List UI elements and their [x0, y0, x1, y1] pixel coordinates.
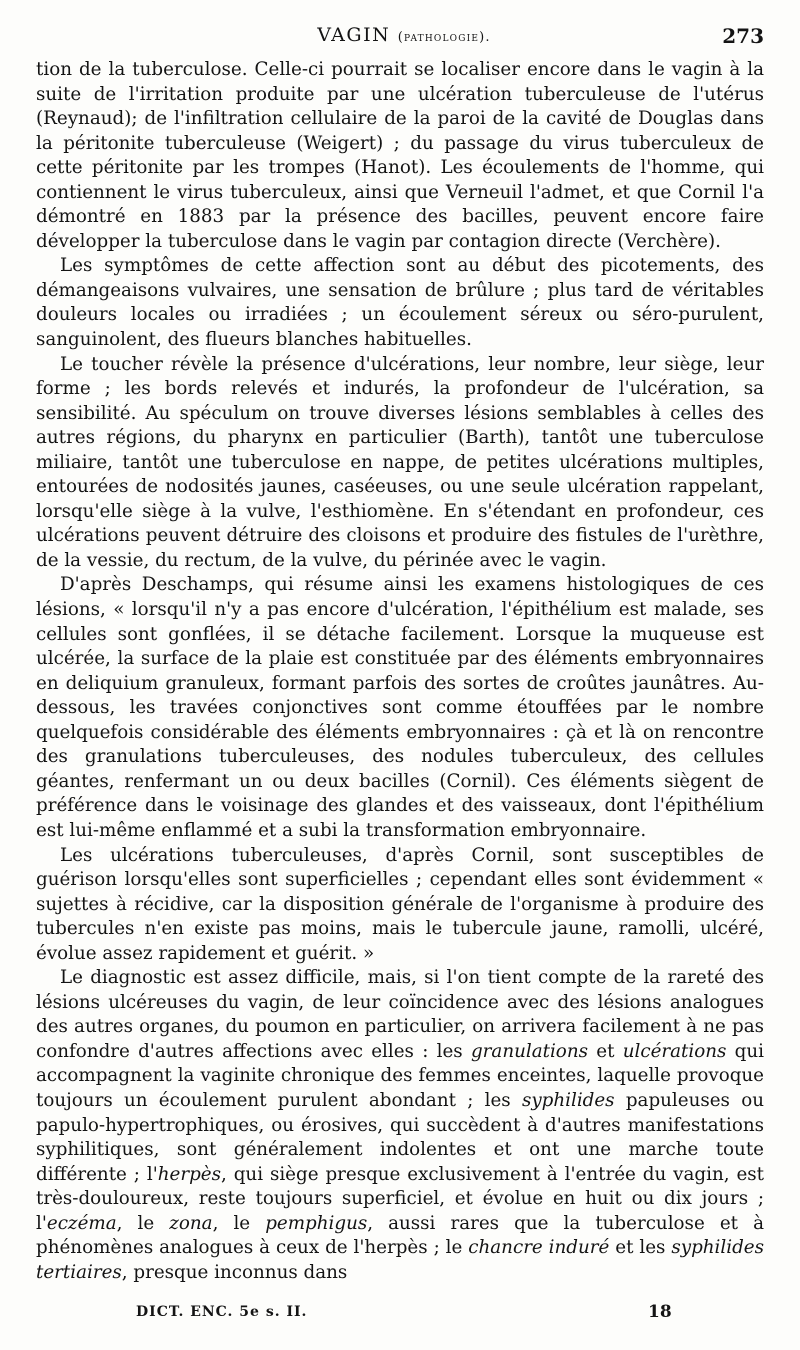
italic-term: zona: [169, 1212, 213, 1234]
italic-term: herpès: [157, 1163, 221, 1185]
signature-mark: DICT. ENC. 5e s. II.: [136, 1304, 308, 1320]
folio-number: 18: [648, 1302, 672, 1322]
running-header: [36, 20, 772, 50]
page-footer: [36, 1302, 764, 1328]
paragraph: [36, 573, 764, 843]
italic-term: granulations: [470, 1040, 588, 1062]
italic-term: pemphigus: [265, 1212, 368, 1234]
italic-term: chancre induré: [468, 1237, 610, 1259]
paragraph: [36, 58, 764, 254]
italic-term: syphilides: [521, 1089, 615, 1111]
italic-term: syphilides tertiaires: [36, 1237, 764, 1283]
running-title-sub: (pathologie).: [397, 30, 491, 45]
text-run: tion de la tuberculose. Celle-ci pourrait se localiser encore dans le vagin à la suite de l'irritation produite par une ulcération tuberculeuse de l'utérus (Reynaud); de l'infiltration cellulaire de la paroi de la cavité de Douglas dans la péritonite tuberculeuse (Weigert) ; du passage du virus tuberculeux de cette péritonite par les trompes (Hanot). Les écoulements de l'homme, qui contiennent le virus tuberculeux, ainsi que Verneuil l'admet, et que Cornil l'a démontré en 1883 par la présence des bacilles, peuvent encore faire développer la tuberculose dans le vagin par contagion directe (Verchère).: [36, 59, 764, 252]
text-run: Les symptômes de cette affection sont au début des picotements, des démangeaisons vulvaires, une sensation de brûlure ; plus tard de véritables douleurs locales ou irradiées ; un écoulement séreux ou séro-purulent, sanguinolent, des flueurs blanches habituelles.: [36, 255, 764, 351]
text-run: Les ulcérations tuberculeuses, d'après Cornil, sont susceptibles de guérison lorsqu'elles sont superficielles ; cependant elles sont évidemment « sujettes à récidive, car la disposition générale de l'organisme à produire des tubercules n'en existe pas moins, mais le tubercule jaune, ramolli, ulcéré, évolue assez rapidement et guérit. »: [36, 844, 764, 964]
italic-term: eczéma: [46, 1212, 117, 1234]
running-title: [36, 24, 772, 46]
paragraph: [36, 353, 764, 574]
page-number: 273: [722, 24, 764, 48]
text-run: Le diagnostic est assez difficile, mais, si l'on tient compte de la rareté des lésions ulcéreuses du vagin, de leur coïncidence avec des lésions analogues des autres organes, du poumon en particulier, on arrivera facilement à ne pas confondre d'autres affections avec elles : les: [36, 967, 764, 1062]
text-run: , le: [212, 1212, 266, 1234]
text-run: qui accompagnent la vaginite chronique des femmes enceintes, laquelle provoque toujours un écoulement purulent abondant ; les: [36, 1040, 764, 1111]
text-run: , presque inconnus dans: [121, 1261, 348, 1283]
italic-term: ulcérations: [622, 1040, 727, 1062]
text-run: Le toucher révèle la présence d'ulcérations, leur nombre, leur siège, leur forme ; les bords relevés et indurés, la profondeur de l'ulcération, sa sensibilité. Au spéculum on trouve diverses lésions semblables à celles des autres régions, du pharynx en particulier (Barth), tantôt une tuberculose miliaire, tantôt une tuberculose en nappe, de petites ulcérations multiples, entourées de nodosités jaunes, caséeuses, ou une seule ulcération rappelant, lorsqu'elle siège à la vulve, l'esthiomène. En s'étendant en profondeur, ces ulcérations peuvent détruire des cloisons et produire des fistules de l'urèthre, de la vessie, du rectum, de la vulve, du périnée avec le vagin.: [36, 353, 764, 571]
text-run: D'après Deschamps, qui résume ainsi les examens histologiques de ces lésions, « lorsqu'il n'y a pas encore d'ulcération, l'épithélium est malade, ses cellules sont gonflées, il se détache facilement. Lorsque la muqueuse est ulcérée, la surface de la plaie est constituée par des éléments embryonnaires en deliquium granuleux, formant parfois des sortes de croûtes jaunâtres. Au-dessous, les travées conjonctives sont comme étouffées par le nombre quelquefois considérable des éléments embryonnaires : çà et là on rencontre des granulations tuberculeuses, des nodules tuberculeux, des cellules géantes, renfermant un ou deux bacilles (Cornil). Ces éléments siègent de préférence dans le voisinage des glandes et des vaisseaux, dont l'épithélium est lui-même enflammé et a subi la transformation embryonnaire.: [36, 574, 764, 841]
body-text: [36, 58, 764, 1285]
paragraph: [36, 844, 764, 967]
paragraph: [36, 966, 764, 1285]
paragraph: [36, 254, 764, 352]
text-run: papuleuses ou papulo-hypertrophiques, ou érosives, qui succèdent à d'autres manifestations syphilitiques, sont généralement indolentes et ont une marche toute différente ; l': [36, 1089, 764, 1185]
text-run: , aussi rares que la tuberculose et à phénomènes analogues à ceux de l'herpès ; le: [36, 1212, 764, 1259]
text-run: et les: [609, 1237, 672, 1259]
text-run: , qui siège presque exclusivement à l'entrée du vagin, est très-douloureux, reste toujours superficiel, et évolue en huit ou dix jours ; l': [36, 1163, 764, 1234]
text-run: , le: [116, 1212, 170, 1234]
running-title-main: VAGIN: [317, 24, 391, 46]
text-run: et: [587, 1040, 623, 1062]
